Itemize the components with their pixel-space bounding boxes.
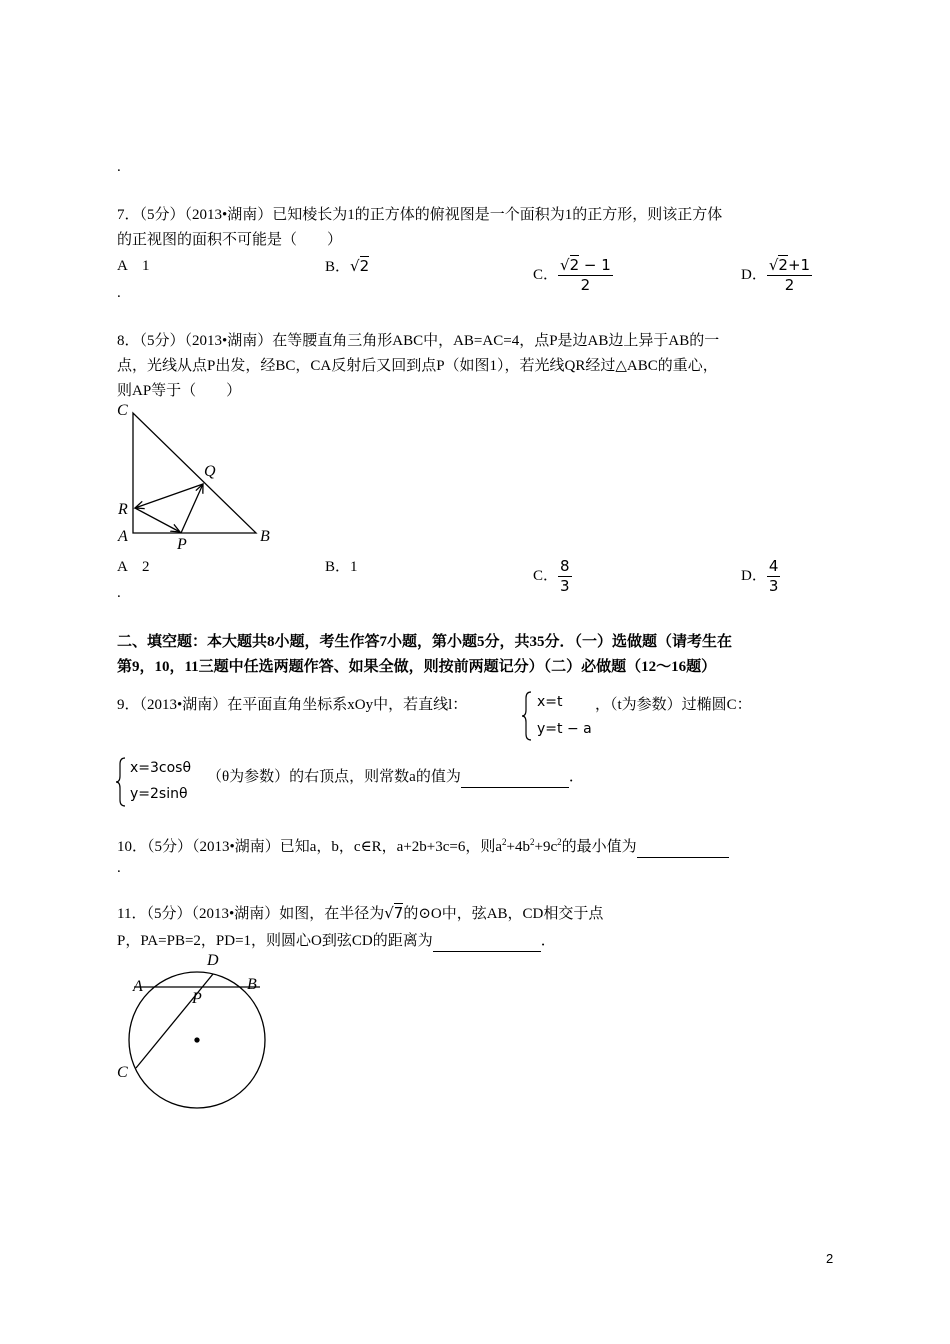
q10-text [117, 832, 729, 858]
q11-line1 [117, 903, 603, 924]
q10-text-content: 10．（5分）（2013•湖南）已知a，b，c∈R，a+2b+3c=6，则a [117, 839, 503, 855]
superscript: 2 [530, 837, 535, 847]
q11-line2 [117, 931, 556, 952]
fraction: $\frac{√2 - 1}{2}$ [560, 256, 611, 294]
superscript: 2 [502, 837, 507, 847]
option-label: C． [533, 266, 559, 283]
label-a: A [133, 978, 143, 995]
q10-dot: . [117, 860, 121, 876]
q8-line2: 点，光线从点P出发，经BC，CA反射后又回到点P（如图1），若光线QR经过△ABC的重心， [117, 358, 718, 374]
numerator: 4 [768, 557, 779, 575]
q11-text2: 的⊙O中，弦AB，CD相交于点 [403, 906, 604, 922]
label-r: R [118, 501, 128, 518]
radicand: 2 [569, 256, 580, 274]
page-number: 2 [826, 1251, 834, 1266]
label-p: P [177, 536, 187, 553]
q8-line3: 则AP等于（ ） [117, 383, 242, 399]
section-heading-line2: 第9，10，11三题中任选两题作答、如果全做，则按前两题记分）（二）必做题（12～16题） [117, 659, 717, 675]
fraction [767, 557, 781, 596]
radicand: 2 [778, 256, 788, 274]
brace [116, 758, 125, 806]
numerator-rest: − 1 [579, 256, 611, 274]
label-d: D [207, 952, 219, 969]
answer-blank [637, 837, 729, 858]
triangle-figure [133, 413, 256, 533]
superscript: 2 [557, 837, 562, 847]
label-c: C [117, 402, 128, 419]
q8-option-c [533, 557, 572, 596]
term: +9c [534, 839, 558, 855]
option-label: C． [533, 567, 559, 584]
label-q: Q [204, 463, 216, 480]
answer-blank [433, 931, 541, 952]
q9-text2: ，（t为参数）过椭圆C： [595, 697, 752, 713]
radicand: 2 [359, 257, 370, 275]
sqrt-expr: √2 [350, 257, 370, 275]
q11-text1: 11．（5分）（2013•湖南）如图，在半径为 [117, 906, 385, 922]
option-label: B． [325, 259, 351, 275]
denominator: 3 [768, 577, 779, 595]
q7-line2: 的正视图的面积不可能是（ ） [117, 232, 343, 248]
label-b: B [260, 528, 270, 545]
option-label: D． [741, 567, 767, 584]
period: ． [568, 769, 584, 785]
q7-dot: . [117, 285, 121, 301]
label-a: A [118, 528, 128, 545]
brace [522, 692, 531, 740]
q11-line2-content: P，PA=PB=2，PD=1，则圆心O到弦CD的距离为 [117, 933, 433, 949]
q9-sys1-eq1: x=t [537, 694, 563, 710]
term: +4b [506, 839, 530, 855]
denominator: 2 [580, 276, 591, 294]
option-label: D． [741, 266, 767, 283]
stray-dot: . [117, 159, 121, 175]
q7-line1: 7．（5分）（2013•湖南）已知棱长为1的正方体的俯视图是一个面积为1的正方形，则该正方体 [117, 207, 723, 223]
period: ． [540, 933, 556, 949]
q8-option-d [741, 557, 780, 596]
q8-dot: . [117, 585, 121, 601]
q9-text3-content: （θ为参数）的右顶点，则常数a的值为 [207, 769, 461, 785]
section-heading-line1: 二、填空题：本大题共8小题，考生作答7小题，第小题5分，共35分．（一）选做题（请考生在 [117, 634, 733, 650]
numerator: 8 [560, 557, 570, 575]
label-b: B [247, 976, 257, 993]
q9-text1: 9．（2013•湖南）在平面直角坐标系xOy中，若直线l： [117, 697, 468, 713]
label-c: C [117, 1064, 128, 1081]
q8-option-a: A 2 [117, 559, 150, 575]
fraction: $\frac{√2+1}{2}$ [768, 256, 811, 294]
denominator: 3 [560, 577, 570, 595]
denominator: 2 [784, 276, 795, 294]
answer-blank [461, 767, 569, 788]
sqrt-expr: √7 [384, 904, 404, 922]
q9-sys2-eq2: y=2sinθ [130, 786, 188, 802]
q8-option-b: B．1 [325, 559, 358, 575]
fraction [558, 557, 572, 596]
q9-text3 [207, 767, 584, 788]
label-p: P [192, 990, 202, 1007]
radicand: 7 [393, 904, 404, 922]
q9-sys2-eq1: x=3cosθ [130, 760, 192, 776]
numerator-rest: +1 [787, 256, 811, 274]
q8-line1: 8．（5分）（2013•湖南）在等腰直角三角形ABC中，AB=AC=4，点P是边AB边上异于AB的一 [117, 333, 720, 349]
q10-tail: 的最小值为 [561, 839, 637, 855]
q7-option-a: A 1 [117, 258, 150, 274]
q9-sys1-eq2: y=t − a [537, 721, 592, 737]
